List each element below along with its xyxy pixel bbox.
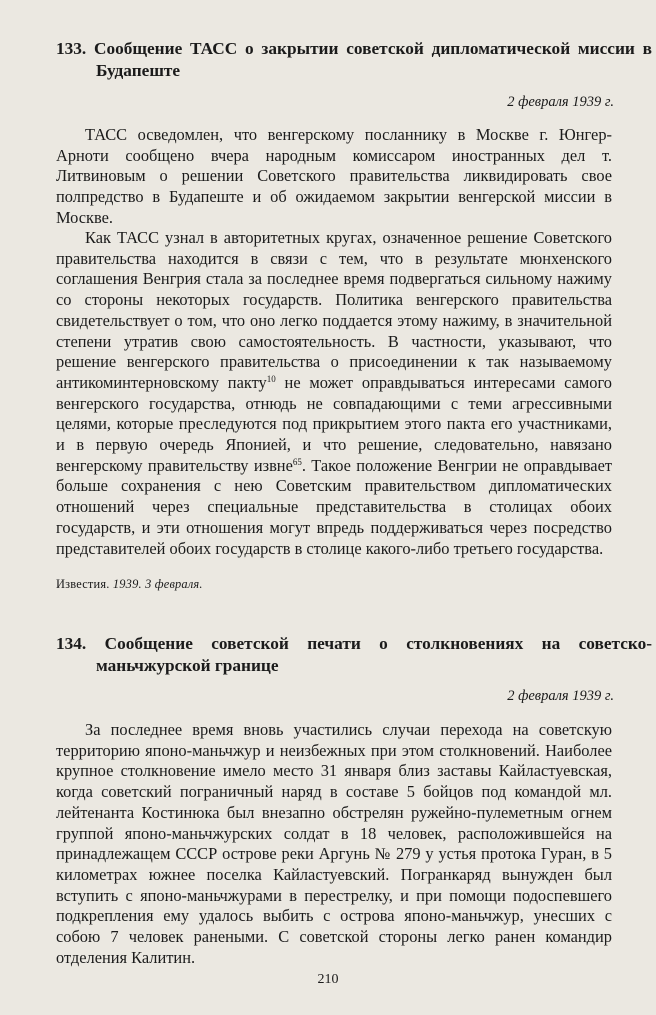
doc-134-number: 134.	[56, 634, 87, 653]
doc-134-heading	[56, 633, 652, 677]
doc-133-date: 2 февраля 1939 г.	[507, 94, 614, 110]
doc-134-title: Сообщение советской печати о столкновениях на советско-маньчжурской границе	[96, 634, 653, 675]
doc-133-number: 133.	[56, 39, 87, 58]
doc-133-source	[56, 576, 203, 592]
footnote-ref-65: 65	[292, 456, 302, 467]
doc-133-paragraph-2-text-c: . Такое положение Венгрии не оправдывает больше сохранения с нею Советским правительством дипломатических отношений через специальные представительства в столицах обоих государств, и эти отношения могут впредь поддерживаться через посредство представителей обоих государств в столице какого-либо третьего государства.	[56, 455, 613, 558]
doc-134-date: 2 февраля 1939 г.	[507, 688, 614, 704]
page-number: 210	[317, 972, 339, 987]
doc-133-paragraph-2	[56, 228, 612, 559]
footnote-ref-10: 10	[266, 373, 276, 384]
doc-133-paragraph-2-text-b: не может оправдываться интересами самого венгерского государства, отнюдь не совпадающими с теми агрессивными целями, которые преследуются под прикрытием этого пакта его участниками, и в первую очередь Японией, и что решение, следовательно, навязано венгерскому правительству извне	[56, 372, 612, 475]
doc-133-title: Сообщение ТАСС о закрытии советской дипломатической миссии в Будапеште	[94, 39, 652, 80]
doc-133-source-name: Известия.	[56, 577, 110, 591]
doc-133-source-date: 1939. 3 февраля.	[112, 577, 203, 591]
doc-133-paragraph-2-text-a: Как ТАСС узнал в авторитетных кругах, означенное решение Советского правительства находится в связи с тем, что в результате мюнхенского соглашения Венгрия стала за последнее время подвергаться сильному нажиму со стороны некоторых государств. Политика венгерского правительства свидетельствует о том, что оно легко поддается этому нажиму, в значительной степени утратив свою самостоятельность. В частности, указывают, что решение венгерского правительства о присоединении к так называемому антикоминтерновскому пакту	[56, 228, 612, 392]
doc-134-paragraph-1: За последнее время вновь участились случаи перехода на советскую территорию японо-маньчжур и неизбежных при этом столкновений. Наиболее крупное столкновение имело место 31 января близ заставы Кайластуевская, когда советский пограничный наряд в составе 5 бойцов под командой мл. лейтенанта Костинюка был внезапно обстрелян ружейно-пулеметным огнем группой японо-маньчжурских солдат в 18 человек, расположившейся на принадлежащем СССР острове реки Аргунь № 279 у устья протока Гуран, в 5 километрах южнее поселка Кайластуевский. Погранкаряд вынужден был вступить с японо-маньчжурами в перестрелку, и при помощи подоспевшего подкрепления ему удалось выбить с острова японо-маньчжур, унесших с собою 7 человек ранеными. С советской стороны легко ранен командир отделения Калитин.	[56, 720, 612, 967]
doc-133-paragraph-1: ТАСС осведомлен, что венгерскому посланнику в Москве г. Юнгер-Арноти сообщено вчера народным комиссаром иностранных дел т. Литвиновым о решении Советского правительства ликвидировать свое полпредство в Будапеште и об ожидаемом закрытии венгерской миссии в Москве.	[56, 125, 612, 227]
doc-133-heading	[56, 38, 652, 82]
